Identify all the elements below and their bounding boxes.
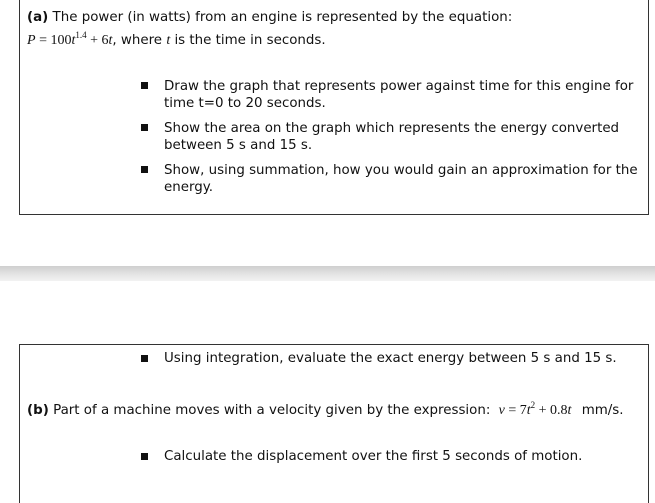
part-b-intro-line: [27, 400, 624, 419]
part-a-intro: The power (in watts) from an engine is represented by the equation:: [52, 10, 513, 25]
bullet-marker: [141, 82, 148, 89]
part-a-intro-line: [27, 10, 512, 26]
velocity-equation: $v = 7t^2 + 0.8t$: [498, 400, 572, 418]
bullet-item-draw-graph: Draw the graph that represents power against time for this engine for time t=0 to 20 seconds.: [164, 79, 634, 111]
part-a-label: (a): [27, 10, 49, 25]
bullet-marker: [141, 166, 148, 173]
velocity-unit: mm/s.: [581, 403, 624, 418]
bullet-item-displacement: Calculate the displacement over the first 5 seconds of motion.: [164, 449, 583, 464]
question-box-a: [19, 0, 649, 215]
bullet-item-summation: Show, using summation, how you would gain an approximation for the energy.: [164, 163, 638, 195]
power-equation: $P = 100t^{1.4} + 6t$: [27, 30, 113, 48]
bullet-item-integration: Using integration, evaluate the exact energy between 5 s and 15 s.: [164, 351, 617, 366]
bullet-marker: [141, 355, 148, 362]
bullet-marker: [141, 124, 148, 131]
question-box-b: [19, 344, 649, 503]
part-a-equation-line: $P = 100t^{1.4} + 6t$, where t is the time in seconds.: [27, 30, 326, 48]
bullet-item-show-area: Show the area on the graph which represents the energy converted between 5 s and 15 s.: [164, 121, 620, 153]
page-break-divider: [0, 266, 655, 281]
part-b-label: (b): [27, 403, 49, 418]
part-b-intro: Part of a machine moves with a velocity given by the expression:: [53, 403, 491, 418]
bullet-marker: [141, 453, 148, 460]
